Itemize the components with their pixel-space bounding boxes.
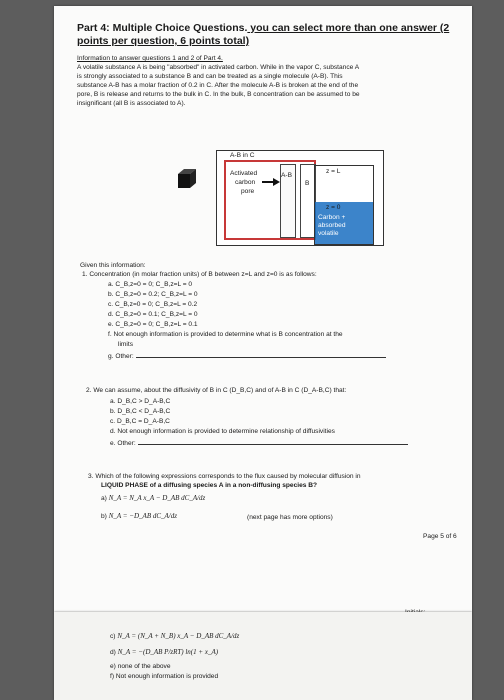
q1-option-b: b. C_B,z=0 = 0.2; C_B,z=L = 0	[108, 291, 198, 298]
carbon-label-3: volatile	[318, 230, 339, 237]
part-heading-line2: points per question, 6 points total)	[77, 35, 250, 47]
q2-option-e: e. Other:	[110, 438, 408, 448]
q3-option-d: d) N_A = −(D_AB P/zRT) ln(1 + x_A)	[110, 648, 219, 656]
q2-option-b: b. D_B,C < D_A-B,C	[110, 408, 171, 415]
q3-option-c: c) N_A = (N_A + N_B) x_A − D_AB dC_A/dz	[110, 632, 240, 640]
activated-label-1: Activated	[230, 170, 258, 177]
q2-option-d: d. Not enough information is provided to determine relationship of diffusivities	[110, 428, 335, 435]
q2-other-blank[interactable]	[138, 438, 408, 445]
info-title: Information to answer questions 1 and 2 of Part 4.	[77, 55, 223, 62]
q2-stem: 2. We can assume, about the diffusivity of B in C (D_B,C) and of A-B in C (D_A-B,C) that:	[86, 387, 347, 394]
info-line-2: is strongly associated to a substance B and can be treated as a single molecule (A-B). This	[77, 73, 343, 80]
q1-option-g: g. Other:	[108, 351, 386, 361]
q3-stem-line1: 3. Which of the following expressions corresponds to the flux caused by molecular diffusion in	[88, 473, 361, 480]
part-instructions: you can select more than one answer (2	[247, 22, 450, 34]
page-number: Page 5 of 6	[423, 533, 457, 540]
q1-option-d: d. C_B,z=0 = 0.1; C_B,z=L = 0	[108, 311, 198, 318]
part-title: Part 4: Multiple Choice Questions.	[77, 22, 248, 34]
q1-option-f: f. Not enough information is provided to determine what is B concentration at the	[108, 331, 343, 338]
arrow-right-icon	[262, 178, 280, 186]
info-line-5: insignificant (all B is associated to A).	[77, 100, 186, 107]
ab-label: A-B	[281, 172, 292, 179]
given-label: Given this information:	[80, 262, 146, 269]
q1-option-c: c. C_B,z=0 = 0; C_B,z=L = 0.2	[108, 301, 198, 308]
q1-option-e: e. C_B,z=0 = 0; C_B,z=L = 0.1	[108, 321, 198, 328]
info-line-4: pore, B is release and returns to the bulk in C. In the bulk, B concentration can be assumed to be	[77, 91, 360, 98]
q3-option-f: f) Not enough information is provided	[110, 673, 219, 680]
z-bottom-label: z = 0	[326, 204, 341, 211]
carbon-label-2: absorbed	[318, 222, 346, 229]
q2-option-c: c. D_B,C = D_A-B,C	[110, 418, 170, 425]
next-page-note: (next page has more options)	[247, 514, 333, 521]
part-heading-line1	[77, 22, 449, 35]
cube-icon	[176, 168, 198, 190]
q3-option-b: b) N_A = −D_AB dC_A/dz	[101, 512, 177, 520]
diagram-label-top: A-B in C	[230, 152, 255, 159]
q3-option-a: a) N_A = N_A x_A − D_AB dC_A/dz	[101, 494, 206, 502]
info-line-1: A volatile substance A is being "absorbed" in activated carbon. While in the vapor C, substance A	[77, 64, 360, 71]
q1-option-f-cont: limits	[118, 341, 134, 348]
carbon-label-1: Carbon +	[318, 214, 346, 221]
q1-option-a: a. C_B,z=0 = 0; C_B,z=L = 0	[108, 281, 193, 288]
activated-label-2: carbon	[235, 179, 256, 186]
q2-option-a: a. D_B,C > D_A-B,C	[110, 398, 171, 405]
b-label: B	[305, 180, 310, 187]
activated-label-3: pore	[241, 188, 255, 195]
q1-other-blank[interactable]	[136, 351, 386, 358]
z-top-label: z = L	[326, 168, 341, 175]
q3-option-e: e) none of the above	[110, 663, 171, 670]
q1-stem: 1. Concentration (in molar fraction units) of B between z=L and z=0 is as follows:	[82, 271, 317, 278]
info-line-3: substance A-B has a molar fraction of 0.2 in C. After the molecule A-B is broken at the end of the	[77, 82, 359, 89]
q3-stem-line2: LIQUID PHASE of a diffusing species A in a non-diffusing species B?	[101, 482, 318, 489]
